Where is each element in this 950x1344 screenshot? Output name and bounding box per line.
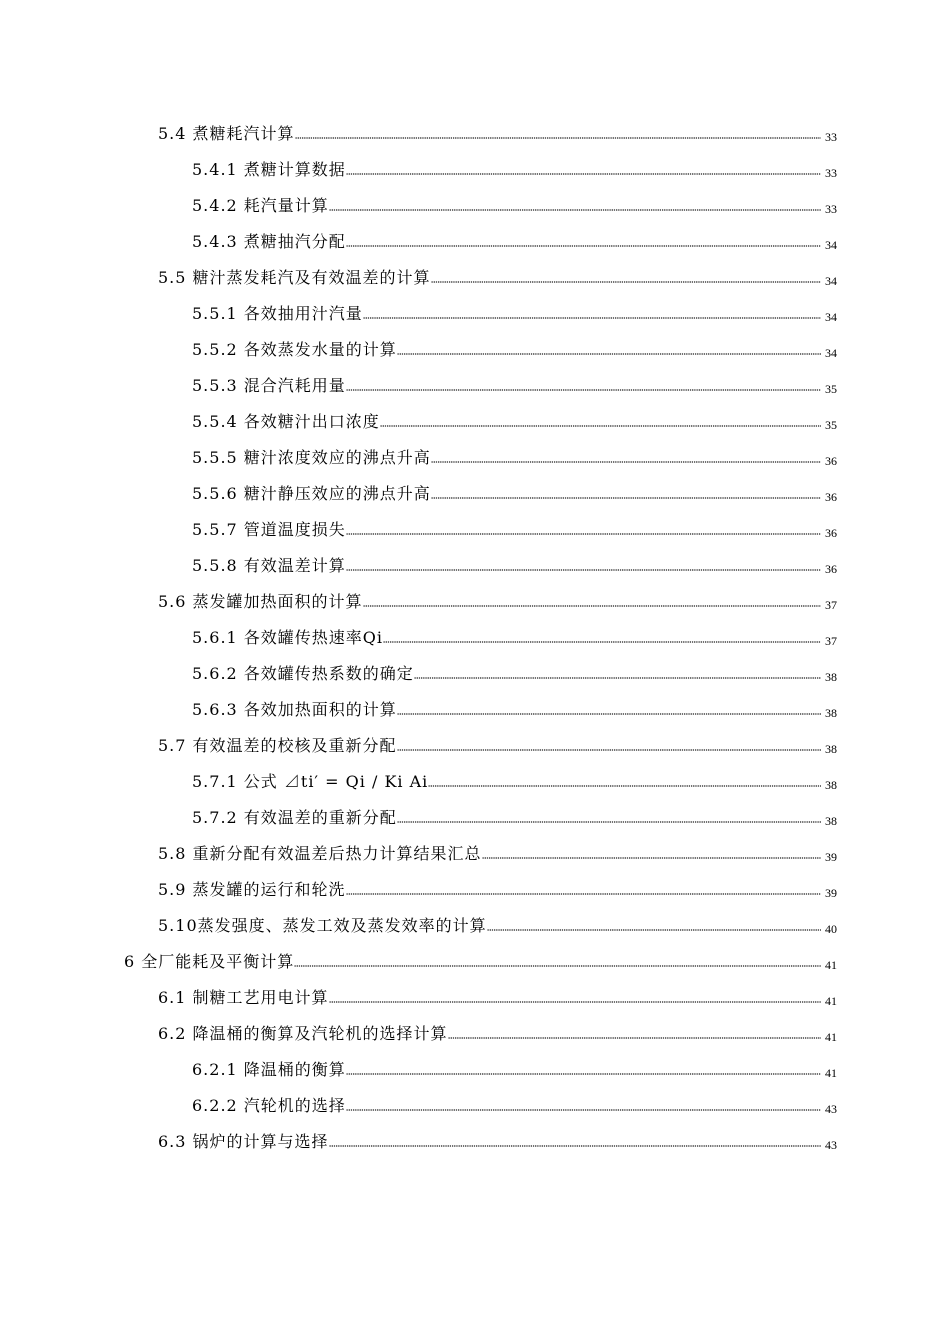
toc-entry-page: 33	[825, 166, 837, 180]
toc-entry[interactable]	[0, 112, 950, 148]
toc-entry-title: 6 全厂能耗及平衡计算	[124, 952, 295, 971]
toc-entry-page: 36	[825, 454, 837, 468]
toc-entry[interactable]	[0, 1084, 950, 1120]
toc-entry-page: 33	[825, 130, 837, 144]
toc-entry[interactable]	[0, 724, 950, 760]
toc-entry[interactable]	[0, 328, 950, 364]
toc-leader-dots	[397, 353, 821, 355]
toc-entry-title: 5.7 有效温差的校核及重新分配	[158, 736, 397, 755]
toc-entry[interactable]	[0, 616, 950, 652]
toc-entry[interactable]	[0, 400, 950, 436]
toc-leader-dots	[428, 785, 821, 787]
toc-entry-title: 5.5.5 糖汁浓度效应的沸点升高	[192, 448, 431, 467]
toc-entry[interactable]	[0, 940, 950, 976]
toc-leader-dots	[431, 461, 821, 463]
toc-leader-dots	[482, 857, 821, 859]
toc-entry[interactable]	[0, 1012, 950, 1048]
toc-entry-title: 5.5.8 有效温差计算	[192, 556, 346, 575]
toc-entry-title: 5.5.1 各效抽用汁汽量	[192, 304, 363, 323]
toc-entry[interactable]	[0, 868, 950, 904]
toc-entry-title: 6.2.2 汽轮机的选择	[192, 1096, 346, 1115]
toc-entry-title: 5.6 蒸发罐加热面积的计算	[158, 592, 363, 611]
toc-entry-page: 37	[825, 598, 837, 612]
toc-entry[interactable]	[0, 184, 950, 220]
toc-leader-dots	[346, 533, 821, 535]
toc-entry-title: 5.4.3 煮糖抽汽分配	[192, 232, 346, 251]
toc-entry-page: 38	[825, 742, 837, 756]
toc-entry[interactable]	[0, 580, 950, 616]
toc-entry[interactable]	[0, 796, 950, 832]
toc-leader-dots	[346, 569, 821, 571]
toc-leader-dots	[295, 137, 821, 139]
toc-entry-page: 36	[825, 562, 837, 576]
toc-entry-page: 35	[825, 418, 837, 432]
toc-entry-page: 34	[825, 310, 837, 324]
toc-entry-title: 5.5.4 各效糖汁出口浓度	[192, 412, 380, 431]
toc-leader-dots	[383, 641, 821, 643]
toc-entry[interactable]	[0, 436, 950, 472]
toc-leader-dots	[346, 1109, 821, 1111]
toc-entry-page: 34	[825, 274, 837, 288]
toc-entry-page: 37	[825, 634, 837, 648]
toc-entry[interactable]	[0, 760, 950, 796]
toc-entry-page: 39	[825, 850, 837, 864]
toc-leader-dots	[431, 497, 821, 499]
toc-entry[interactable]	[0, 976, 950, 1012]
toc-entry-page: 38	[825, 706, 837, 720]
toc-leader-dots	[346, 389, 821, 391]
toc-entry-title: 5.4 煮糖耗汽计算	[158, 124, 295, 143]
toc-entry-page: 36	[825, 526, 837, 540]
toc-entry-title: 6.2.1 降温桶的衡算	[192, 1060, 346, 1079]
toc-entry-page: 34	[825, 346, 837, 360]
toc-leader-dots	[346, 173, 821, 175]
toc-entry-page: 43	[825, 1138, 837, 1152]
toc-entry-title: 5.4.2 耗汽量计算	[192, 196, 329, 215]
toc-entry-title: 5.5.3 混合汽耗用量	[192, 376, 346, 395]
toc-entry[interactable]	[0, 652, 950, 688]
toc-entry-title: 5.6.3 各效加热面积的计算	[192, 700, 397, 719]
toc-entry-title: 5.6.1 各效罐传热速率Qi	[192, 628, 384, 647]
toc-leader-dots	[346, 245, 821, 247]
toc-leader-dots	[329, 1001, 821, 1003]
toc-entry-page: 41	[825, 1030, 837, 1044]
toc-entry-page: 41	[825, 994, 837, 1008]
toc-entry-title: 5.10蒸发强度、蒸发工效及蒸发效率的计算	[158, 916, 487, 935]
toc-entry-title: 5.5 糖汁蒸发耗汽及有效温差的计算	[158, 268, 431, 287]
toc-entry-page: 41	[825, 958, 837, 972]
toc-entry-title: 5.9 蒸发罐的运行和轮洗	[158, 880, 346, 899]
toc-entry[interactable]	[0, 832, 950, 868]
toc-leader-dots	[431, 281, 821, 283]
toc-entry-page: 35	[825, 382, 837, 396]
toc-leader-dots	[346, 893, 821, 895]
toc-entry[interactable]	[0, 1048, 950, 1084]
toc-entry-page: 38	[825, 778, 837, 792]
toc-leader-dots	[397, 749, 821, 751]
toc-leader-dots	[329, 209, 821, 211]
toc-entry[interactable]	[0, 904, 950, 940]
toc-entry-title: 5.6.2 各效罐传热系数的确定	[192, 664, 414, 683]
toc-entry[interactable]	[0, 364, 950, 400]
toc-leader-dots	[294, 965, 821, 967]
toc-entry-page: 34	[825, 238, 837, 252]
toc-entry-page: 41	[825, 1066, 837, 1080]
toc-leader-dots	[346, 1073, 821, 1075]
toc-leader-dots	[397, 713, 821, 715]
toc-entry[interactable]	[0, 544, 950, 580]
toc-entry[interactable]	[0, 688, 950, 724]
toc-entry[interactable]	[0, 148, 950, 184]
toc-entry[interactable]	[0, 472, 950, 508]
toc-leader-dots	[397, 821, 821, 823]
toc-leader-dots	[380, 425, 821, 427]
toc-leader-dots	[363, 317, 821, 319]
toc-entry-title: 6.2 降温桶的衡算及汽轮机的选择计算	[158, 1024, 448, 1043]
toc-entry-title: 5.5.2 各效蒸发水量的计算	[192, 340, 397, 359]
toc-leader-dots	[329, 1145, 821, 1147]
toc-entry[interactable]	[0, 220, 950, 256]
toc-entry[interactable]	[0, 292, 950, 328]
toc-leader-dots	[448, 1037, 821, 1039]
toc-entry-title: 5.5.6 糖汁静压效应的沸点升高	[192, 484, 431, 503]
toc-entry-title: 5.7.2 有效温差的重新分配	[192, 808, 397, 827]
toc-leader-dots	[414, 677, 821, 679]
toc-entry-title: 6.3 锅炉的计算与选择	[158, 1132, 329, 1151]
toc-entry[interactable]	[0, 508, 950, 544]
table-of-contents	[0, 112, 950, 1156]
toc-entry-title: 6.1 制糖工艺用电计算	[158, 988, 329, 1007]
toc-entry[interactable]	[0, 1120, 950, 1156]
toc-entry-title: 5.4.1 煮糖计算数据	[192, 160, 346, 179]
toc-entry-page: 33	[825, 202, 837, 216]
toc-entry-title: 5.5.7 管道温度损失	[192, 520, 346, 539]
toc-entry-page: 36	[825, 490, 837, 504]
toc-leader-dots	[487, 929, 821, 931]
toc-entry-page: 38	[825, 814, 837, 828]
toc-leader-dots	[363, 605, 821, 607]
toc-entry-title: 5.8 重新分配有效温差后热力计算结果汇总	[158, 844, 482, 863]
toc-entry-page: 39	[825, 886, 837, 900]
toc-entry-page: 43	[825, 1102, 837, 1116]
toc-entry[interactable]	[0, 256, 950, 292]
toc-entry-page: 38	[825, 670, 837, 684]
toc-entry-title: 5.7.1 公式 ⊿ti′ = Qi / Ki Ai	[192, 772, 429, 791]
toc-entry-page: 40	[825, 922, 837, 936]
